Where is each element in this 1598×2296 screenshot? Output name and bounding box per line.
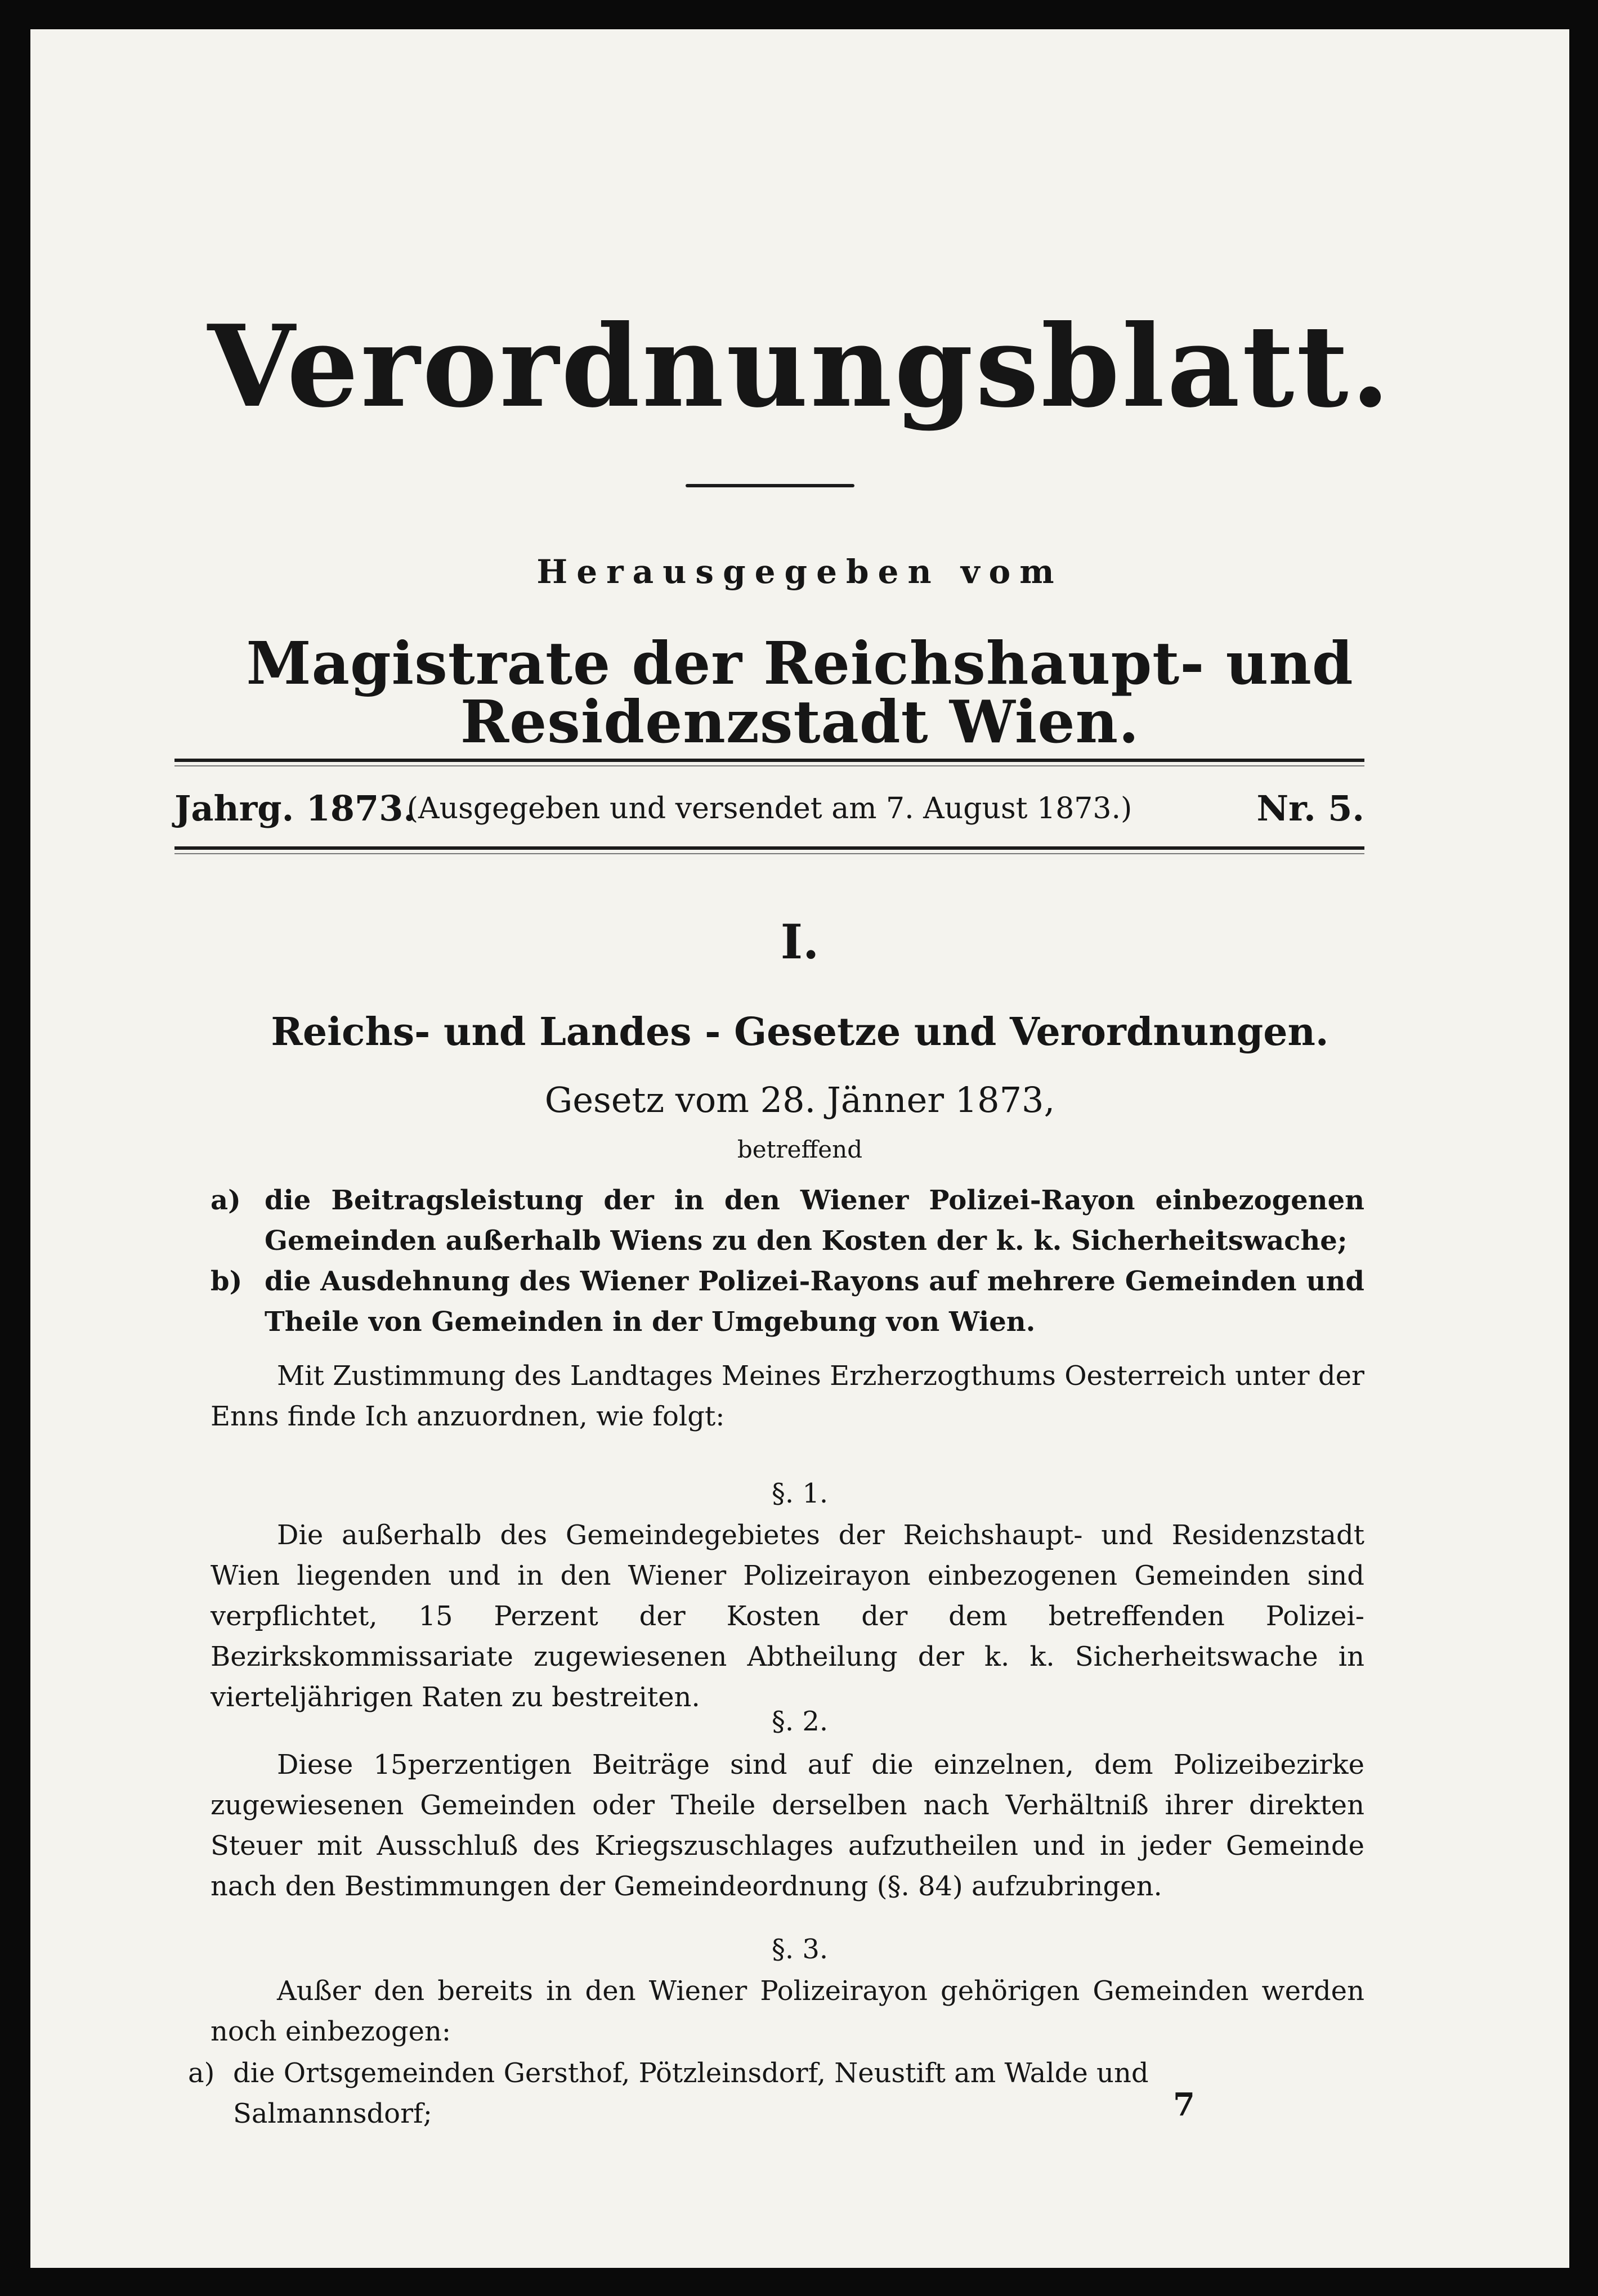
issue-number: Nr. 5. <box>1256 788 1364 829</box>
paragraph-heading: §. 2. <box>771 1706 829 1737</box>
law-title: Gesetz vom 28. Jänner 1873, <box>544 1079 1055 1120</box>
header-rule-bottom-thin <box>174 853 1364 854</box>
issue-line <box>174 786 1364 831</box>
paragraph-text: Diese 15perzentigen Beiträge sind auf die einzelnen, dem Polizeibezirke zugewiesenen Gemeinden oder Theile derselben nach Verhältniß ihrer direkten Steuer mit Ausschluß des Kriegszuschlages aufzutheilen und in jeder Gemeinde nach den Bestimmungen der Gemeindeordnung (§. 84) aufzubringen. <box>211 1749 1364 1902</box>
issuing-authority: Magistrate der Reichshaupt- und Residenzstadt Wien. <box>246 629 1354 756</box>
subject-text: die Ausdehnung des Wiener Polizei-Rayons auf mehrere Gemeinden und Theile von Gemeinden in der Umgebung von Wien. <box>265 1266 1364 1338</box>
list-item-label: a) <box>188 2057 215 2089</box>
paragraph-text: Die außerhalb des Gemeindegebietes der Reichshaupt- und Residenzstadt Wien liegenden und in den Wiener Polizeirayon einbezogenen Gemeinden sind verpflichtet, 15 Perzent der Kosten der dem betreffenden Polizei-Bezirkskommissariate zugewiesenen Abtheilung der k. k. Sicherheitswache in vierteljährigen Raten zu bestreiten. <box>211 1519 1364 1713</box>
list-item-row <box>188 2053 1342 2134</box>
subject-item <box>211 1180 1364 1261</box>
section-number: I. <box>780 914 820 970</box>
header-rule-top-thin <box>174 765 1364 766</box>
subject-label: b) <box>211 1266 243 1297</box>
law-concerning: betreffend <box>737 1136 863 1163</box>
document-page <box>30 29 1569 2268</box>
paragraph-text: Außer den bereits in den Wiener Polizeirayon gehörigen Gemeinden werden noch einbezogen: <box>211 1975 1364 2047</box>
preamble: Mit Zustimmung des Landtages Meines Erzherzogthums Oesterreich unter der Enns finde Ich anzuordnen, wie folgt: <box>211 1360 1364 1432</box>
masthead-title: Verordnungsblatt. <box>207 301 1393 433</box>
masthead-subtitle: Herausgegeben vom <box>536 553 1063 591</box>
header-rule-top <box>174 759 1364 762</box>
section-title: Reichs- und Landes - Gesetze und Verordnungen. <box>271 1010 1329 1055</box>
header-rule-bottom <box>174 846 1364 850</box>
page-number: 7 <box>1173 2086 1195 2123</box>
paragraph-heading: §. 1. <box>771 1478 829 1509</box>
paragraph-heading: §. 3. <box>771 1934 829 1965</box>
issue-date: (Ausgegeben und versendet am 7. August 1873.) <box>406 792 1133 826</box>
subject-label: a) <box>211 1185 241 1216</box>
subject-item <box>211 1261 1364 1342</box>
subject-text: die Beitragsleistung der in den Wiener Polizei-Rayon einbezogenen Gemeinden außerhalb Wiens zu den Kosten der k. k. Sicherheitswache; <box>265 1185 1364 1257</box>
masthead-rule <box>686 484 854 487</box>
issue-year: Jahrg. 1873. <box>174 788 415 829</box>
law-subjects <box>211 1180 1364 1342</box>
list-item <box>188 2053 1342 2134</box>
list-item-text: die Ortsgemeinden Gersthof, Pötzleinsdorf, Neustift am Walde und Salmannsdorf; <box>233 2057 1149 2129</box>
